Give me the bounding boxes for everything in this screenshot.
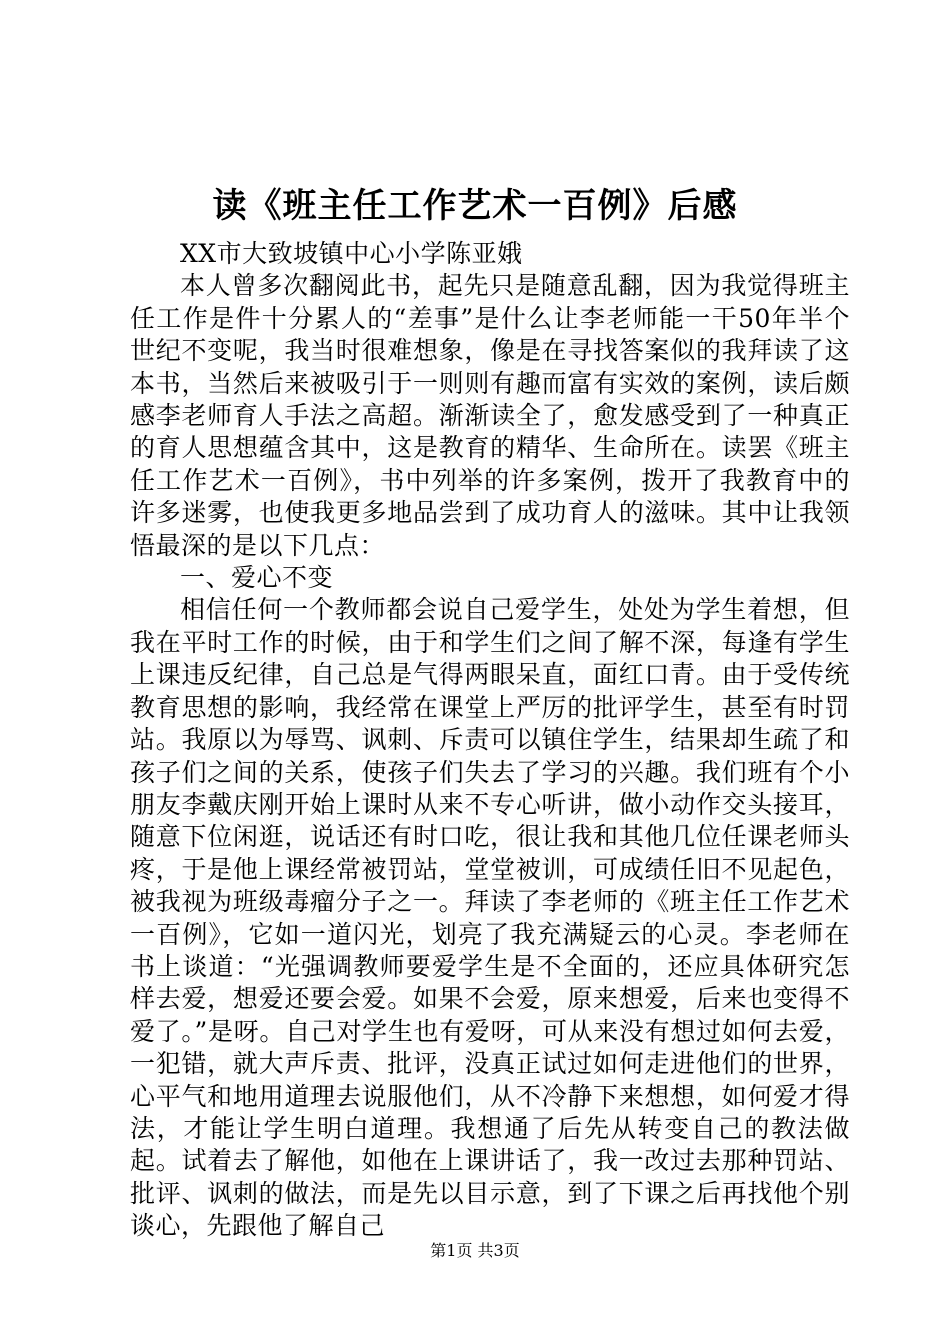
paragraph-intro: 本人曾多次翻阅此书，起先只是随意乱翻，因为我觉得班主任工作是件十分累人的“差事”是什么让李老师能一干50年半个世纪不变呢，我当时很难想象，像是在寻找答案似的我拜读了这本书，当然后来被吸引于一则则有趣而富有实效的案例，读后颇感李老师育人手法之高超。渐渐读全了，愈发感受到了一种真正的育人思想蕴含其中，这是教育的精华、生命所在。读罢《班主任工作艺术一百例》，书中列举的许多案例，拨开了我教育中的许多迷雾，也使我更多地品尝到了成功育人的滋味。其中让我领悟最深的是以下几点： <box>130 271 850 560</box>
document-title: 读《班主任工作艺术一百例》后感 <box>212 186 738 226</box>
document-body <box>130 238 850 1243</box>
paragraph-love: 相信任何一个教师都会说自己爱学生，处处为学生着想，但我在平时工作的时候，由于和学生们之间了解不深，每逢有学生上课违反纪律，自己总是气得两眼呆直，面红口青。由于受传统教育思想的影响，我经常在课堂上严厉的批评学生，甚至有时罚站。我原以为辱骂、讽刺、斥责可以镇住学生，结果却生疏了和孩子们之间的关系，使孩子们失去了学习的兴趣。我们班有个小朋友李戴庆刚开始上课时从来不专心听讲，做小动作交头接耳，随意下位闲逛，说话还有时口吃，很让我和其他几位任课老师头疼，于是他上课经常被罚站，堂堂被训，可成绩任旧不见起色，被我视为班级毒瘤分子之一。拜读了李老师的《班主任工作艺术一百例》，它如一道闪光，划亮了我充满疑云的心灵。李老师在书上谈道：“光强调教师要爱学生是不全面的，还应具体研究怎样去爱，想爱还要会爱。如果不会爱，原来想爱，后来也变得不爱了。”是呀。自己对学生也有爱呀，可从来没有想过如何去爱，一犯错，就大声斥责、批评，没真正试过如何走进他们的世界，心平气和地用道理去说服他们，从不冷静下来想想，如何爱才得法，才能让学生明白道理。我想通了后先从转变自己的教法做起。试着去了解他，如他在上课讲话了，我一改过去那种罚站、批评、讽刺的做法，而是先以目示意，到了下课之后再找他个别谈心，先跟他了解自己 <box>130 595 850 1241</box>
author-line: XX市大致坡镇中心小学陈亚娥 <box>180 239 523 268</box>
page-footer: 第1页 共3页 <box>430 1241 520 1260</box>
section-heading: 一、爱心不变 <box>180 563 334 593</box>
